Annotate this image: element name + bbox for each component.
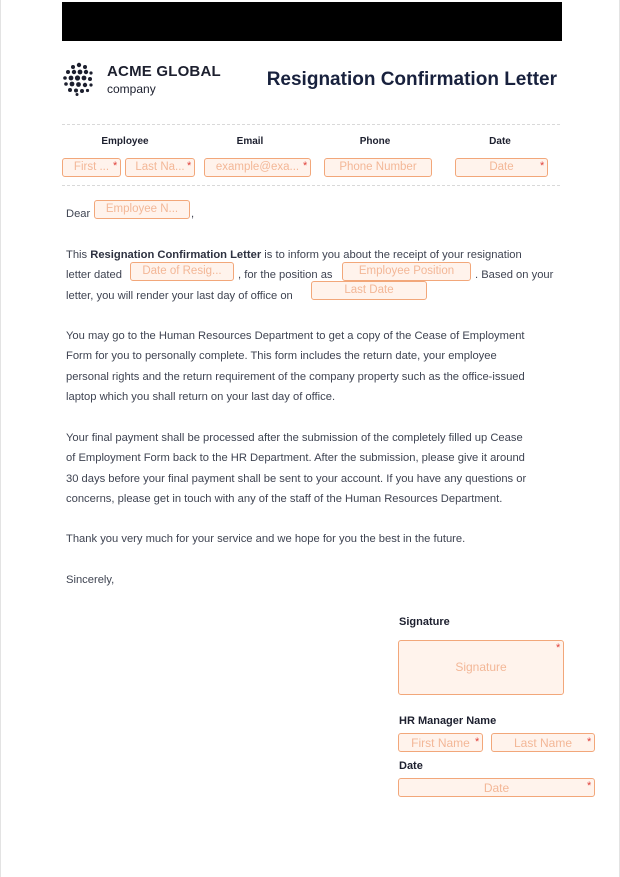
- date-column-header: Date: [489, 136, 511, 147]
- employee-last-name-field[interactable]: Last Na...: [125, 158, 195, 177]
- p2-line: Form for you to personally complete. This form includes the return date, your employee: [66, 350, 497, 363]
- employee-position-field[interactable]: Employee Position: [342, 262, 471, 281]
- required-icon: *: [587, 780, 592, 792]
- p1-letter-dated: letter dated: [66, 269, 122, 281]
- resignation-date-field[interactable]: Date of Resig...: [130, 262, 234, 281]
- required-icon: *: [556, 642, 561, 654]
- p1-bold: Resignation Confirmation Letter: [90, 249, 262, 261]
- p2-line: personal rights and the return requirement of the company property such as the office-issued: [66, 370, 525, 383]
- paragraph-4: Thank you very much for your service and we hope for you the best in the future.: [66, 533, 466, 545]
- p1-last-day: letter, you will render your last day of office on: [66, 290, 293, 302]
- top-black-bar: [62, 2, 562, 41]
- p2-line: laptop which you shall return on your last day of office.: [66, 391, 336, 404]
- employee-first-name-field[interactable]: First ...: [62, 158, 121, 177]
- p1-position-as: , for the position as: [238, 269, 333, 281]
- signature-field[interactable]: Signature: [398, 640, 564, 695]
- p3-line: 30 days before your final payment shall be sent to your account. If you have any questions or: [66, 472, 527, 485]
- brand-name: ACME GLOBAL: [107, 63, 221, 80]
- salutation-comma: ,: [191, 208, 195, 220]
- last-date-field[interactable]: Last Date: [311, 281, 427, 300]
- date-field[interactable]: Date: [455, 158, 548, 177]
- p1-based-on: . Based on your: [475, 269, 554, 281]
- required-icon: *: [475, 736, 480, 748]
- email-field[interactable]: example@exa...: [204, 158, 311, 177]
- required-icon: *: [187, 160, 192, 172]
- required-icon: *: [303, 160, 308, 172]
- manager-first-name-field[interactable]: First Name: [398, 733, 483, 752]
- divider-bottom: [62, 185, 560, 186]
- salutation-text: Dear: [66, 208, 91, 220]
- employee-name-field[interactable]: Employee N...: [94, 200, 190, 219]
- signature-date-field[interactable]: Date: [398, 778, 595, 797]
- signature-date-label: Date: [399, 760, 423, 772]
- closing: Sincerely,: [66, 574, 115, 586]
- document-title: Resignation Confirmation Letter: [266, 69, 557, 90]
- p3-line: Your final payment shall be processed after the submission of the completely filled up Cease: [66, 432, 523, 444]
- phone-column-header: Phone: [359, 136, 391, 147]
- email-column-header: Email: [236, 136, 264, 147]
- employee-column-header: Employee: [101, 136, 149, 147]
- salutation: [66, 204, 90, 224]
- paragraph-2: [66, 326, 525, 408]
- hr-manager-name-label: HR Manager Name: [399, 715, 497, 727]
- p3-line: concerns, please get in touch with any of the staff of the Human Resources Department.: [66, 493, 503, 506]
- required-icon: *: [113, 160, 118, 172]
- signature-label: Signature: [399, 616, 450, 628]
- divider-top: [62, 124, 560, 125]
- p2-line: You may go to the Human Resources Department to get a copy of the Cease of Employment: [66, 330, 525, 342]
- required-icon: *: [540, 160, 545, 172]
- phone-field[interactable]: Phone Number: [324, 158, 432, 177]
- p1-start: This: [66, 249, 91, 261]
- brand: [107, 64, 221, 97]
- globe-logo-icon: [62, 62, 96, 96]
- manager-last-name-field[interactable]: Last Name: [491, 733, 595, 752]
- brand-subtitle: company: [107, 82, 156, 96]
- p1-a: is to inform you about the receipt of your resignation: [261, 249, 522, 261]
- required-icon: *: [587, 736, 592, 748]
- paragraph-3: [66, 428, 526, 510]
- p3-line: of Employment Form back to the HR Department. After the submission, please give it around: [66, 452, 525, 465]
